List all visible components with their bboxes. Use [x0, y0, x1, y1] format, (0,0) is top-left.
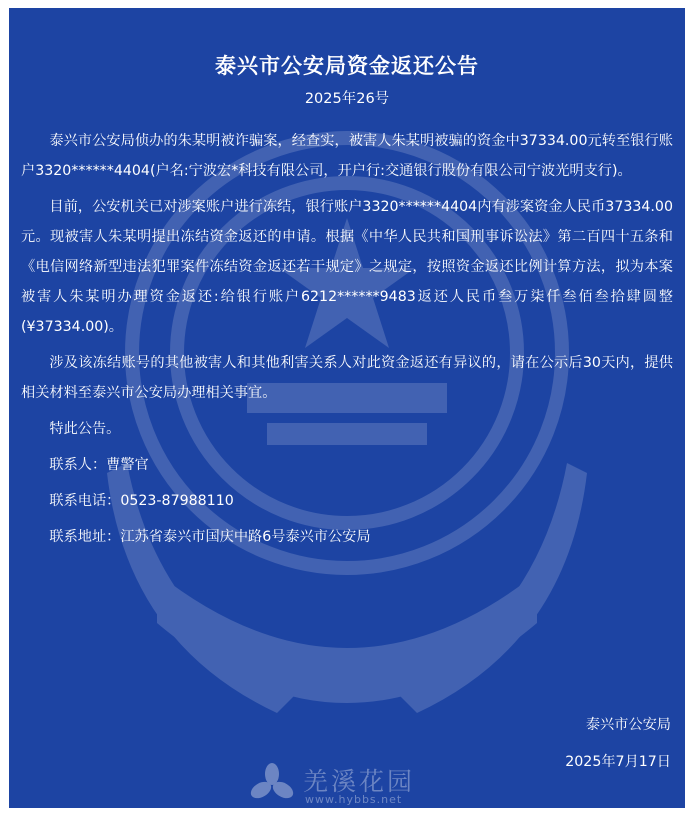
paragraph-case-summary: 泰兴市公安局侦办的朱某明被诈骗案，经查实，被害人朱某明被骗的资金中37334.00元转至银行账户3320******4404(户名:宁波宏*科技有限公司，开户行:交通银行股份有限公司宁波光明支行)。: [21, 133, 673, 179]
contact-address: 联系地址：江苏省泰兴市国庆中路6号泰兴市公安局: [49, 529, 371, 545]
paragraph-closing: 特此公告。: [49, 421, 121, 437]
notice-title: 泰兴市公安局资金返还公告: [215, 54, 479, 78]
issue-date: 2025年7月17日: [565, 754, 671, 770]
site-watermark: [249, 762, 499, 808]
watermark-site-name: 羌溪花园: [303, 767, 416, 796]
notice-body: [21, 126, 673, 558]
flower-logo-icon: [249, 762, 295, 808]
notice-content: [9, 8, 685, 808]
document-number: 2025年26号: [304, 91, 390, 107]
issuer-name: 泰兴市公安局: [585, 717, 671, 733]
paragraph-freeze-and-return: 目前，公安机关已对涉案账户进行冻结，银行账户3320******4404内有涉案资金人民币37334.00元。现被害人朱某明提出冻结资金返还的申请。根据《中华人民共和国刑事诉讼法》第二百四十五条和《电信网络新型违法犯罪案件冻结资金返还若干规定》之规定，按照资金返还比例计算方法，拟为本案被害人朱某明办理资金返还:给银行账户6212******9483返还人民币叁万柒仟叁佰叁拾肆圆整(¥37334.00)。: [21, 199, 673, 335]
contact-phone: 联系电话：0523-87988110: [49, 493, 234, 509]
notice-panel: [9, 8, 685, 808]
contact-person: 联系人：曹警官: [49, 457, 149, 473]
watermark-site-url: www.hybbs.net: [305, 793, 403, 806]
paragraph-objection-notice: 涉及该冻结账号的其他被害人和其他利害关系人对此资金返还有异议的，请在公示后30天内，提供相关材料至泰兴市公安局办理相关事宜。: [21, 355, 673, 401]
